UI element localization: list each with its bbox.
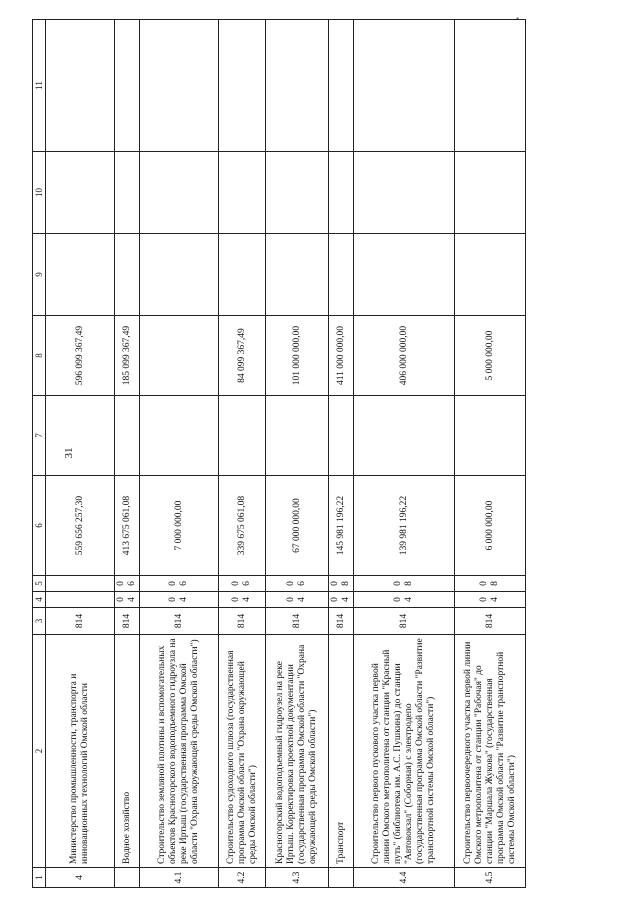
- amount-cell: 406 000 000,00: [354, 316, 455, 396]
- code-cell: 04: [140, 592, 219, 608]
- row-name: Строительство первого пускового участка первой линии Омского метрополитена от станции "Красный путь" (библиотека им. А.С. Пушкина) до станции "Автовокзал" (Соборная) с электродепо (государственная программа Омской области "Развитие транспортной системы Омской области"): [354, 635, 455, 868]
- code-cell: 06: [219, 576, 266, 592]
- row-name: Строительство судоходного шлюза (государственная программа Омской области "Охрана окружающей среды Омской области"): [219, 635, 266, 868]
- column-number: 7: [33, 396, 46, 476]
- row-name: Транспорт: [329, 635, 354, 868]
- row-number: [329, 868, 354, 888]
- amount-cell: [455, 152, 526, 234]
- row-number: 4.3: [266, 868, 329, 888]
- amount-cell: 339 675 061,08: [219, 476, 266, 576]
- amount-cell: [455, 234, 526, 316]
- amount-cell: [329, 152, 354, 234]
- scan-speck: ▪: [516, 14, 519, 23]
- code-cell: 06: [266, 576, 329, 592]
- amount-cell: [329, 20, 354, 152]
- amount-cell: 413 675 061,08: [115, 476, 140, 576]
- row-name: Водное хозяйство: [115, 635, 140, 868]
- column-number: 4: [33, 592, 46, 608]
- amount-cell: [266, 152, 329, 234]
- amount-cell: [219, 396, 266, 476]
- column-number: 2: [33, 635, 46, 868]
- amount-cell: 101 000 000,00: [266, 316, 329, 396]
- amount-cell: [46, 152, 115, 234]
- amount-cell: [329, 396, 354, 476]
- row-number: 4.2: [219, 868, 266, 888]
- amount-cell: [266, 20, 329, 152]
- amount-cell: [140, 234, 219, 316]
- amount-cell: [354, 234, 455, 316]
- amount-cell: [455, 20, 526, 152]
- column-number: 11: [33, 20, 46, 152]
- code-cell: 814: [140, 608, 219, 635]
- amount-cell: 411 000 000,00: [329, 316, 354, 396]
- amount-cell: [219, 234, 266, 316]
- code-cell: 814: [115, 608, 140, 635]
- code-cell: 814: [354, 608, 455, 635]
- budget-table: [32, 19, 526, 888]
- code-cell: 04: [455, 592, 526, 608]
- row-name: Министерство промышленности, транспорта и инновационных технологий Омской области: [46, 635, 115, 868]
- table-row: [115, 20, 140, 888]
- code-cell: 04: [329, 592, 354, 608]
- column-number: 1: [33, 868, 46, 888]
- row-number: 4.1: [140, 868, 219, 888]
- table-row: [354, 20, 455, 888]
- amount-cell: 6 000 000,00: [455, 476, 526, 576]
- row-name: Строительство первоочередного участка первой линии Омского метрополитена от станции "Рабочая" до станции "Маршала Жукова" (государственная программа Омской области "Развитие транспортной системы Омской области"): [455, 635, 526, 868]
- code-cell: 04: [219, 592, 266, 608]
- row-number: 4: [46, 868, 115, 888]
- code-cell: 06: [140, 576, 219, 592]
- amount-cell: [115, 152, 140, 234]
- amount-cell: [266, 396, 329, 476]
- column-number: 8: [33, 316, 46, 396]
- amount-cell: [115, 234, 140, 316]
- amount-cell: [219, 152, 266, 234]
- code-cell: 08: [354, 576, 455, 592]
- code-cell: 814: [219, 608, 266, 635]
- amount-cell: [329, 234, 354, 316]
- code-cell: 04: [354, 592, 455, 608]
- amount-cell: 596 099 367,49: [46, 316, 115, 396]
- column-number-row: [33, 20, 46, 888]
- amount-cell: [455, 396, 526, 476]
- code-cell: [46, 592, 115, 608]
- amount-cell: 84 099 367,49: [219, 316, 266, 396]
- page-number: 31: [63, 447, 75, 459]
- amount-cell: 145 981 196,22: [329, 476, 354, 576]
- column-number: 10: [33, 152, 46, 234]
- code-cell: 08: [329, 576, 354, 592]
- amount-cell: 67 000 000,00: [266, 476, 329, 576]
- amount-cell: 559 656 257,30: [46, 476, 115, 576]
- column-number: 6: [33, 476, 46, 576]
- amount-cell: [219, 20, 266, 152]
- row-number: 4.4: [354, 868, 455, 888]
- code-cell: 08: [455, 576, 526, 592]
- amount-cell: 7 000 000,00: [140, 476, 219, 576]
- row-number: [115, 868, 140, 888]
- amount-cell: 185 099 367,49: [115, 316, 140, 396]
- code-cell: 814: [329, 608, 354, 635]
- table-row: [266, 20, 329, 888]
- table-row: [219, 20, 266, 888]
- code-cell: 814: [46, 608, 115, 635]
- code-cell: 814: [266, 608, 329, 635]
- code-cell: 04: [266, 592, 329, 608]
- row-name: Строительство земляной плотины и вспомогательных объектов Красногорского водоподъемного гидроузла на реке Иртыш (государственная программа Омской области "Охрана окружающей среды Омской области"): [140, 635, 219, 868]
- amount-cell: [140, 316, 219, 396]
- code-cell: [46, 576, 115, 592]
- code-cell: 06: [115, 576, 140, 592]
- amount-cell: [354, 20, 455, 152]
- amount-cell: [354, 396, 455, 476]
- budget-table-rotated: [32, 20, 517, 888]
- column-number: 9: [33, 234, 46, 316]
- amount-cell: [46, 396, 115, 476]
- amount-cell: [115, 20, 140, 152]
- code-cell: 04: [115, 592, 140, 608]
- column-number: 5: [33, 576, 46, 592]
- table-row: [455, 20, 526, 888]
- amount-cell: [115, 396, 140, 476]
- table-row: [46, 20, 115, 888]
- amount-cell: [46, 234, 115, 316]
- amount-cell: [266, 234, 329, 316]
- table-row: [140, 20, 219, 888]
- amount-cell: [140, 20, 219, 152]
- amount-cell: [140, 152, 219, 234]
- code-cell: 814: [455, 608, 526, 635]
- column-number: 3: [33, 608, 46, 635]
- amount-cell: [46, 20, 115, 152]
- table-row: [329, 20, 354, 888]
- amount-cell: [354, 152, 455, 234]
- row-name: Красногорский водоподъемный гидроузел на реке Иртыш. Корректировка проектной документации (государственная программа Омской области "Охрана окружающей среды Омской области"): [266, 635, 329, 868]
- amount-cell: [140, 396, 219, 476]
- row-number: 4.5: [455, 868, 526, 888]
- amount-cell: 5 000 000,00: [455, 316, 526, 396]
- amount-cell: 139 981 196,22: [354, 476, 455, 576]
